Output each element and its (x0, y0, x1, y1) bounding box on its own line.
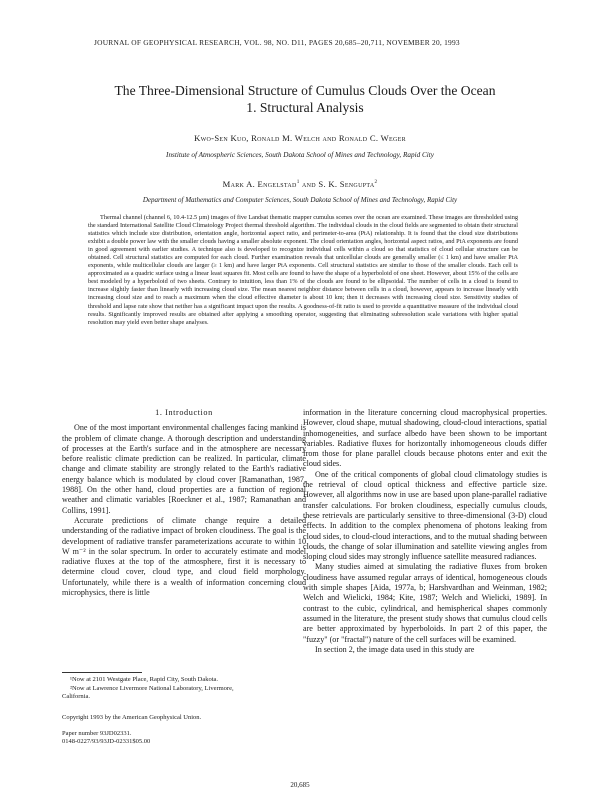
paper-number: Paper number 93JD02331. (62, 730, 132, 737)
paragraph: One of the most important environmental challenges facing mankind is the problem of climate change. A thorough description and understanding of processes at the Earth's surface and in the atmosphere are necessary before realistic climate prediction can be realized. In particular, climate change and climate stability are strongly related to the Earth's radiative energy balance which is modulated by cloud cover [Ramanathan, 1987, 1988]. On the other hand, cloud properties are a function of regional weather and climatic variables [Roeckner et al., 1987; Ramanathan and Collins, 1991]. (62, 423, 306, 515)
paper-number-block (62, 730, 150, 746)
footnote-2 (62, 685, 306, 701)
body-column-left (62, 408, 306, 598)
paper-title (60, 82, 550, 116)
footnote-divider (62, 672, 142, 673)
footnote-2-line2: California. (62, 693, 90, 701)
paragraph: Many studies aimed at simulating the radiative fluxes from broken cloudiness have assumed regular arrays of identical, homogeneous clouds with simple shapes [Aida, 1977a, b; Harshvardhan and Weinman, 1982; Welch and Wielicki, 1984; Kite, 1987; Welch and Wielicki, 1989]. In contrast to the cubic, cylindrical, and hemispherical shapes commonly assumed in the literature, the present study shows that cumulus cloud cells are better approximated by hyperboloids. In part 2 of this paper, the "fuzzy" (or "fractal") nature of the cell surfaces will be examined. (303, 562, 547, 644)
footnote-2-line1: ²Now at Lawrence Livermore National Laboratory, Livermore, (70, 685, 234, 692)
paragraph: One of the critical components of global cloud climatology studies is the retrieval of cloud optical thickness and effective particle size. However, all algorithms now in use are based upon plane-parallel radiative transfer calculations. For broken cloudiness, especially cumulus clouds, these retrievals are particularly sensitive to three-dimensional (3-D) cloud effects. In addition to the complex phenomena of photons leaking from cloud sides, to cloud-cloud interactions, and to the mutual shading between clouds, the change of solar illumination and satellite viewing angles from sloping cloud sides may strongly influence satellite measured radiances. (303, 469, 547, 562)
page-number: 20,685 (290, 781, 310, 789)
section-heading-introduction: 1. Introduction (155, 408, 213, 417)
paper-title-line2: 1. Structural Analysis (246, 100, 364, 115)
affiliation-2: Department of Mathematics and Computer Sciences, South Dakota School of Mines and Technology, Rapid City (142, 196, 458, 204)
author-separator: and (299, 179, 319, 189)
footnote-mark-1: 1 (296, 179, 300, 186)
abstract: Thermal channel (channel 6, 10.4-12.5 µm) images of five Landsat thematic mapper cumulus scenes over the ocean are examined. These images are thresholded using the standard International Satellite Cloud Climatology Project thermal threshold algorithm. The individual clouds in the cloud fields are segmented to obtain their structural statistics which include size distribution, orientation angle, horizontal aspect ratio, and perimeter-to-area (PtA) relationship. It is found that the cloud size distributions exhibit a double power law with the smaller clouds having a smaller absolute exponent. The cloud orientation angles, horizontal aspect ratios, and PtA exponents are found in good agreement with earlier studies. A technique also is developed to recognize individual cells within a cloud so that statistics of cloud cellular structure can be obtained. Cell structural statistics are computed for each cloud. Further examination reveals that unicellular clouds are generally smaller (≤ 1 km) and have smaller PtA exponents, while multicellular clouds are larger (≥ 1 km) and have larger PtA exponents. Cell structural statistics are similar to those of the smaller clouds. Each cell is approximated as a quadric surface using a linear least squares fit. Most cells are found to have the shape of a hyperboloid of one sheet. However, about 15% of the cells are best modeled by a hyperboloid of two sheets. Contrary to intuition, less than 1% of the clouds are found to be ellipsoidal. The number of cells in a cloud is found to increase slightly faster than linearly with increasing cloud size. The mean nearest neighbor distance between cells in a cloud, however, appears to increase linearly with increasing cloud size and to reach a maximum when the cloud effective diameter is about 10 km; then it decreases with increasing cloud size. Sensitivity studies of threshold and lapse rate show that neither has a significant impact upon the results. A goodness-of-fit ratio is used to provide a quantitative measure of the individual cloud results. Significantly improved results are obtained after applying a smoothing operator, suggesting that eliminating subresolution scale variations with higher spatial resolution may yield even better shape analyses. (88, 214, 518, 326)
author-group-1: Kwo-Sen Kuo, Ronald M. Welch and Ronald C. Weger (194, 133, 406, 143)
paragraph: Accurate predictions of climate change require a detailed understanding of the radiative impact of broken cloudiness. The goal is the development of radiative transfer parameterizations accurate to within 10 W m⁻² in the solar spectrum. In order to accurately estimate and model radiative fluxes at the top of the atmosphere, first it is necessary to determine cloud cover, cloud type, and cloud field morphology. Unfortunately, while there is a wealth of information concerning cloud microphysics, there is little (62, 515, 306, 598)
footnote-1: ¹Now at 2101 Westgate Place, Rapid City, South Dakota. (70, 676, 219, 683)
body-column-right (303, 408, 547, 655)
author-sengupta: S. K. Sengupta (318, 179, 375, 189)
issn-code: 0148-0227/93/93JD-02331$05.00 (62, 738, 151, 746)
copyright-notice: Copyright 1993 by the American Geophysical Union. (62, 714, 202, 721)
author-group-2 (0, 179, 600, 189)
affiliation-1: Institute of Atmospheric Sciences, South Dakota School of Mines and Technology, Rapid City (166, 151, 434, 159)
journal-header: JOURNAL OF GEOPHYSICAL RESEARCH, VOL. 98, NO. D11, PAGES 20,685–20,711, NOVEMBER 20, 1993 (94, 38, 460, 47)
paragraph: In section 2, the image data used in this study are (315, 644, 475, 654)
author-engelstad: Mark A. Engelstad (222, 179, 297, 189)
footnote-mark-2: 2 (374, 179, 378, 186)
paper-title-line1: The Three-Dimensional Structure of Cumulus Clouds Over the Ocean (114, 83, 496, 98)
paragraph: information in the literature concerning cloud macrophysical properties. However, cloud shape, mutual shadowing, cloud-cloud interactions, spatial inhomogeneities, and surface albedo have been shown to be important variables. Radiative fluxes for horizontally inhomogeneous clouds differ from those for plane parallel clouds because photons enter and exit the cloud sides. (303, 408, 547, 469)
